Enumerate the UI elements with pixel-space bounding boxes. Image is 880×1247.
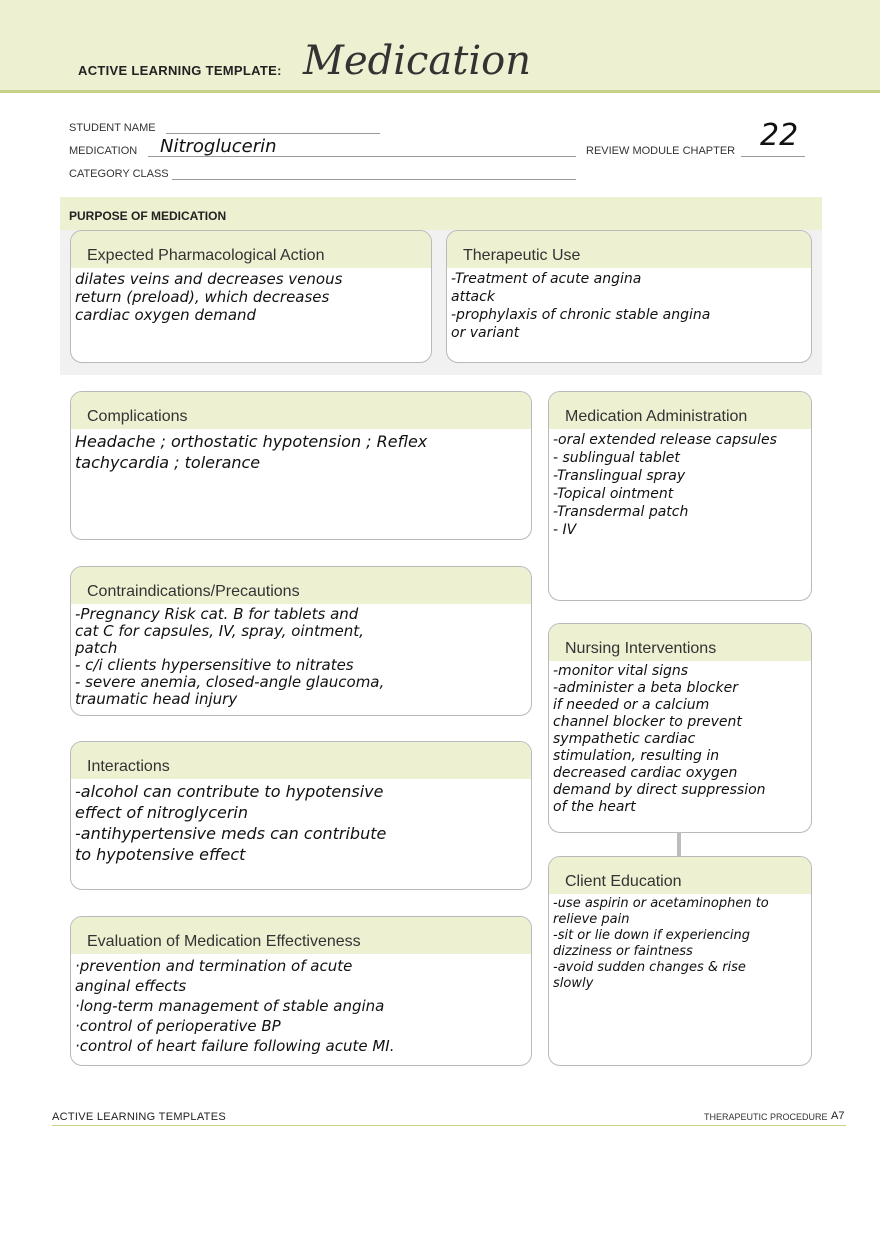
- medication-administration-content: [549, 429, 811, 539]
- complications-box[interactable]: [70, 391, 532, 540]
- template-label: ACTIVE LEARNING TEMPLATE:: [78, 63, 282, 78]
- medication-value: Nitroglucerin: [160, 136, 277, 157]
- client-education-content: [549, 894, 811, 992]
- evaluation-content: [71, 954, 531, 1056]
- complications-title: Complications: [71, 392, 531, 429]
- contraindications-line-2: cat C for capsules, IV, spray, ointment,: [75, 623, 364, 640]
- evaluation-box[interactable]: [70, 916, 532, 1066]
- review-module-value: 22: [760, 118, 799, 153]
- medication-label: MEDICATION: [69, 145, 138, 157]
- box-connector: [677, 832, 681, 856]
- footer-page-number: A7: [831, 1110, 845, 1122]
- interactions-line-3: -antihypertensive meds can contribute: [75, 824, 387, 843]
- evaluation-line-5: ·control of heart failure following acute MI.: [75, 1037, 395, 1055]
- interactions-line-1: -alcohol can contribute to hypotensive: [75, 782, 384, 801]
- client-education-title: Client Education: [549, 857, 811, 894]
- client-education-line-5: -avoid sudden changes & rise: [553, 960, 746, 975]
- interactions-line-2: effect of nitroglycerin: [75, 803, 248, 822]
- category-class-label: CATEGORY CLASS: [69, 168, 169, 180]
- administration-line-6: - IV: [553, 522, 577, 538]
- contraindications-line-6: traumatic head injury: [75, 691, 238, 708]
- header-divider: [0, 90, 880, 93]
- administration-line-3: -Translingual spray: [553, 468, 686, 484]
- footer-left-label: ACTIVE LEARNING TEMPLATES: [52, 1111, 226, 1123]
- header-banner: [0, 0, 880, 90]
- interactions-content: [71, 779, 531, 865]
- therapeutic-use-title: Therapeutic Use: [447, 231, 811, 268]
- nursing-interventions-title: Nursing Interventions: [549, 624, 811, 661]
- administration-line-2: - sublingual tablet: [553, 450, 680, 466]
- therapeutic-use-box[interactable]: [446, 230, 812, 363]
- contraindications-line-1: -Pregnancy Risk cat. B for tablets and: [75, 606, 359, 623]
- evaluation-line-1: ·prevention and termination of acute: [75, 957, 353, 975]
- therapeutic-use-content: [447, 268, 811, 342]
- administration-line-4: -Topical ointment: [553, 486, 674, 502]
- expected-action-line-2: return (preload), which decreases: [75, 288, 330, 306]
- purpose-label: PURPOSE OF MEDICATION: [69, 209, 227, 223]
- contraindications-line-3: patch: [75, 640, 118, 657]
- nursing-line-2: -administer a beta blocker: [553, 680, 738, 696]
- expected-action-box[interactable]: [70, 230, 432, 363]
- therapeutic-use-line-1: -Treatment of acute angina: [451, 271, 642, 287]
- client-education-line-3: -sit or lie down if experiencing: [553, 928, 751, 943]
- interactions-title: Interactions: [71, 742, 531, 779]
- nursing-line-4: channel blocker to prevent: [553, 714, 742, 730]
- student-name-label: STUDENT NAME: [69, 122, 156, 134]
- expected-action-line-3: cardiac oxygen demand: [75, 306, 257, 324]
- nursing-line-7: decreased cardiac oxygen: [553, 765, 738, 781]
- page-title: Medication: [303, 38, 531, 84]
- expected-action-content: [71, 268, 431, 324]
- footer-right-label: THERAPEUTIC PROCEDURE: [704, 1112, 828, 1122]
- nursing-line-9: of the heart: [553, 799, 636, 815]
- nursing-line-5: sympathetic cardiac: [553, 731, 696, 747]
- contraindications-line-5: - severe anemia, closed-angle glaucoma,: [75, 674, 385, 691]
- client-education-box[interactable]: [548, 856, 812, 1066]
- category-class-field[interactable]: [172, 179, 576, 180]
- complications-line-1: Headache ; orthostatic hypotension ; Reflex: [75, 432, 428, 451]
- complications-content: [71, 429, 531, 473]
- nursing-interventions-content: [549, 661, 811, 816]
- client-education-line-6: slowly: [553, 976, 594, 991]
- evaluation-line-4: ·control of perioperative BP: [75, 1017, 281, 1035]
- interactions-box[interactable]: [70, 741, 532, 890]
- nursing-interventions-box[interactable]: [548, 623, 812, 833]
- evaluation-line-2: anginal effects: [75, 977, 187, 995]
- therapeutic-use-line-2: attack: [451, 289, 495, 305]
- expected-action-line-1: dilates veins and decreases venous: [75, 270, 343, 288]
- nursing-line-8: demand by direct suppression: [553, 782, 766, 798]
- nursing-line-3: if needed or a calcium: [553, 697, 710, 713]
- footer-divider: [52, 1125, 846, 1126]
- review-module-label: REVIEW MODULE CHAPTER: [586, 145, 736, 157]
- contraindications-title: Contraindications/Precautions: [71, 567, 531, 604]
- expected-action-title: Expected Pharmacological Action: [71, 231, 431, 268]
- client-education-line-2: relieve pain: [553, 912, 630, 927]
- administration-line-1: -oral extended release capsules: [553, 432, 777, 448]
- medication-administration-box[interactable]: [548, 391, 812, 601]
- therapeutic-use-line-4: or variant: [451, 325, 520, 341]
- therapeutic-use-line-3: -prophylaxis of chronic stable angina: [451, 307, 711, 323]
- administration-line-5: -Transdermal patch: [553, 504, 689, 520]
- evaluation-title: Evaluation of Medication Effectiveness: [71, 917, 531, 954]
- contraindications-content: [71, 604, 531, 708]
- student-name-field[interactable]: [166, 133, 380, 134]
- evaluation-line-3: ·long-term management of stable angina: [75, 997, 385, 1015]
- contraindications-line-4: - c/i clients hypersensitive to nitrates: [75, 657, 354, 674]
- medication-administration-title: Medication Administration: [549, 392, 811, 429]
- complications-line-2: tachycardia ; tolerance: [75, 453, 261, 472]
- client-education-line-4: dizziness or faintness: [553, 944, 693, 959]
- client-education-line-1: -use aspirin or acetaminophen to: [553, 896, 769, 911]
- review-module-field[interactable]: [741, 156, 805, 157]
- nursing-line-6: stimulation, resulting in: [553, 748, 720, 764]
- interactions-line-4: to hypotensive effect: [75, 845, 246, 864]
- contraindications-box[interactable]: [70, 566, 532, 716]
- nursing-line-1: -monitor vital signs: [553, 663, 689, 679]
